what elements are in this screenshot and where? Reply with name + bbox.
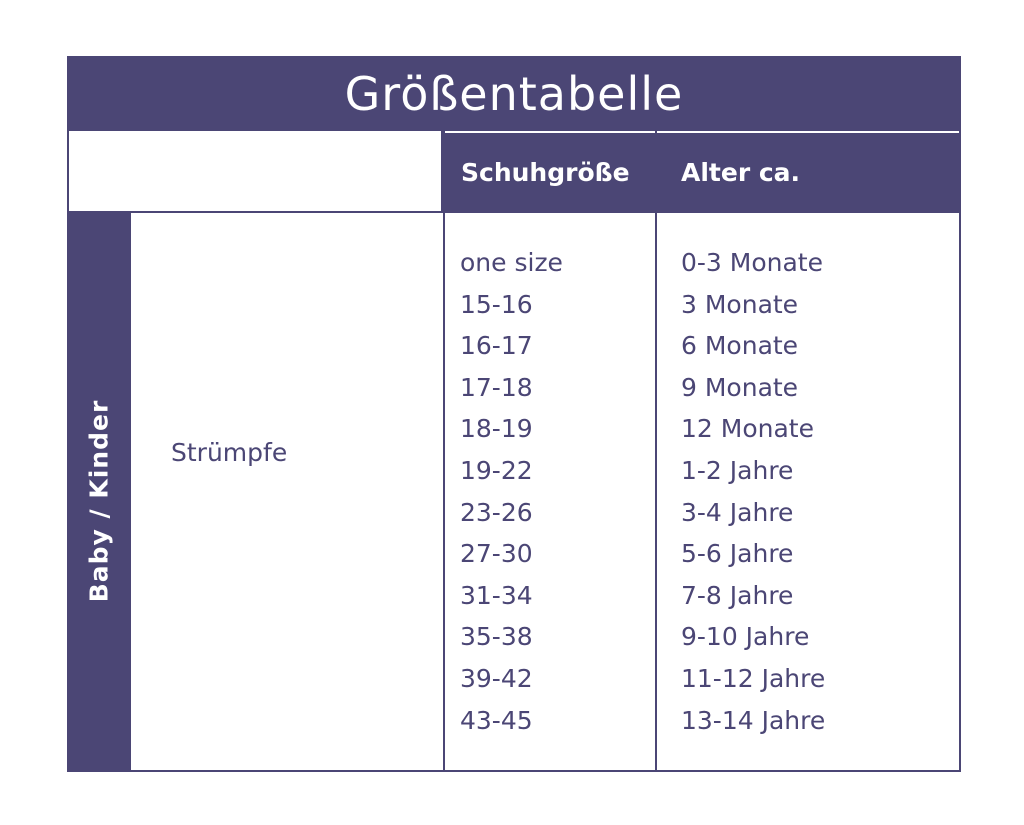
shoe-size-value: one size xyxy=(460,248,563,277)
product-name: Strümpfe xyxy=(171,438,288,467)
column-divider-2 xyxy=(655,131,657,772)
age-value: 3-4 Jahre xyxy=(681,497,794,527)
age-value: 12 Monate xyxy=(681,414,814,444)
shoe-size-value: 17-18 xyxy=(460,372,533,402)
shoe-size-value: 27-30 xyxy=(460,539,533,569)
product-cell xyxy=(131,213,443,770)
column-divider-1 xyxy=(443,131,445,772)
age-list xyxy=(681,242,825,741)
shoe-size-value: 43-45 xyxy=(460,705,533,735)
size-table xyxy=(67,56,961,772)
shoe-size-value: 18-19 xyxy=(460,414,533,444)
shoe-size-value: 19-22 xyxy=(460,455,533,485)
age-value: 5-6 Jahre xyxy=(681,539,794,569)
shoe-size-value: 39-42 xyxy=(460,663,533,693)
age-value: 11-12 Jahre xyxy=(681,663,826,693)
category-label: Baby / Kinder xyxy=(84,399,114,603)
column-header-age: Alter ca. xyxy=(657,133,961,211)
shoe-size-list xyxy=(460,242,563,741)
table-right-border xyxy=(959,131,961,772)
column-header-shoe-size: Schuhgröße xyxy=(445,133,655,211)
age-value: 9 Monate xyxy=(681,372,799,402)
age-value: 7-8 Jahre xyxy=(681,580,794,610)
shoe-size-value: 35-38 xyxy=(460,622,533,652)
table-title: Größentabelle xyxy=(67,56,961,131)
header-empty-cell xyxy=(67,131,443,211)
age-value: 9-10 Jahre xyxy=(681,622,810,652)
shoe-size-value: 23-26 xyxy=(460,497,533,527)
shoe-size-value: 16-17 xyxy=(460,331,533,361)
age-value: 0-3 Monate xyxy=(681,248,823,277)
shoe-size-value: 31-34 xyxy=(460,580,533,610)
category-label-cell xyxy=(67,211,131,772)
age-value: 13-14 Jahre xyxy=(681,705,826,735)
table-bottom-border xyxy=(67,770,961,772)
shoe-size-value: 15-16 xyxy=(460,289,533,319)
age-value: 6 Monate xyxy=(681,331,799,361)
age-value: 1-2 Jahre xyxy=(681,455,794,485)
age-value: 3 Monate xyxy=(681,289,799,319)
